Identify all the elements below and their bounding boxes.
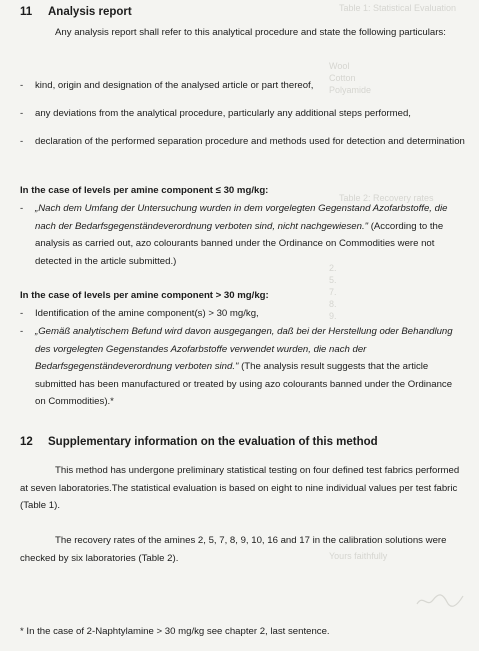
section-12-title: Supplementary information on the evaluation of this method — [48, 436, 378, 448]
section-12-number: 12 — [20, 436, 33, 448]
list-item: - kind, origin and designation of the analysed article or part thereof, — [20, 77, 465, 95]
list-item: - any deviations from the analytical procedure, particularly any additional steps performed, — [20, 105, 465, 123]
case-le-30-statement: - „Nach dem Umfang der Untersuchung wurden in dem vorgelegten Gegenstand Azofarbstoffe, die nach der Bedarfsgegenständeverordnung verboten sind, nicht nachgewiesen." (According to the analysis as carried out, azo colourants banned under the Ordinance on Commodities were not detected in the article submitted.) — [20, 203, 448, 267]
case-gt-30-heading: In the case of levels per amine component > 30 mg/kg: — [20, 290, 269, 301]
list-item-text: declaration of the performed separation procedure and methods used for detection and determination — [35, 136, 465, 147]
english-translation: (The analysis result suggests that the article submitted has been manufactured or treated by using azo colourants banned under the Ordinance on Commodities).* — [35, 361, 453, 407]
section-11-intro: Any analysis report shall refer to this analytical procedure and state the following particulars: — [55, 27, 446, 38]
list-item-text: any deviations from the analytical procedure, particularly any additional steps performed, — [35, 108, 411, 119]
section-11-number: 11 — [20, 6, 33, 18]
footnote: * In the case of 2-Naphtylamine > 30 mg/kg see chapter 2, last sentence. — [20, 626, 330, 637]
section-12-heading — [20, 436, 378, 448]
section-12-paragraph-1: This method has undergone preliminary statistical testing on four defined test fabrics performed at seven laboratories.The statistical evaluation is based on eight to nine individual values per test fabric (Table 1). — [20, 465, 460, 511]
list-item: - Identification of the amine component(s) > 30 mg/kg, — [20, 305, 465, 323]
section-12-paragraph-2: The recovery rates of the amines 2, 5, 7, 8, 9, 10, 16 and 17 in the calibration solutions were checked by six laboratories (Table 2). — [20, 535, 447, 564]
signature-scribble — [415, 590, 465, 610]
list-item-text: kind, origin and designation of the analysed article or part thereof, — [35, 80, 314, 91]
case-le-30-heading: In the case of levels per amine component ≤ 30 mg/kg: — [20, 185, 269, 196]
show-through-background: Table 1: Statistical Evaluation Wool Cotton Polyamide Table 2: Recovery rates 2. 5. 7. 8. 9. Yours faithfully — [329, 3, 457, 561]
section-11-heading — [20, 6, 132, 18]
case-gt-30-statement: - „Gemäß analytischem Befund wird davon ausgegangen, daß bei der Herstellung oder Behandlung des vorgelegten Gegenstandes Azofarbstoffe verwendet wurden, die nach der Bedarfsgegenständeverordnung verboten sind." (The analysis result suggests that the article submitted has been manufactured or treated by using azo colourants banned under the Ordinance on Commodities).* — [20, 326, 453, 407]
german-quote: „Nach dem Umfang der Untersuchung wurden in dem vorgelegten Gegenstand Azofarbstoffe, die nach der Bedarfsgegenständeverordnung verboten sind, nicht nachgewiesen." — [35, 203, 448, 232]
section-11-title: Analysis report — [48, 6, 132, 18]
list-item: - declaration of the performed separation procedure and methods used for detection and determination — [20, 133, 465, 151]
german-quote: „Gemäß analytischem Befund wird davon ausgegangen, daß bei der Herstellung oder Behandlung des vorgelegten Gegenstandes Azofarbstoffe verwendet wurden, die nach der Bedarfsgegenständeverordnung verboten sind." — [35, 326, 453, 372]
list-item-text: Identification of the amine component(s) > 30 mg/kg, — [35, 308, 259, 319]
english-translation: (According to the analysis as carried out, azo colourants banned under the Ordinance on Commodities were not detected in the article submitted.) — [35, 220, 444, 267]
